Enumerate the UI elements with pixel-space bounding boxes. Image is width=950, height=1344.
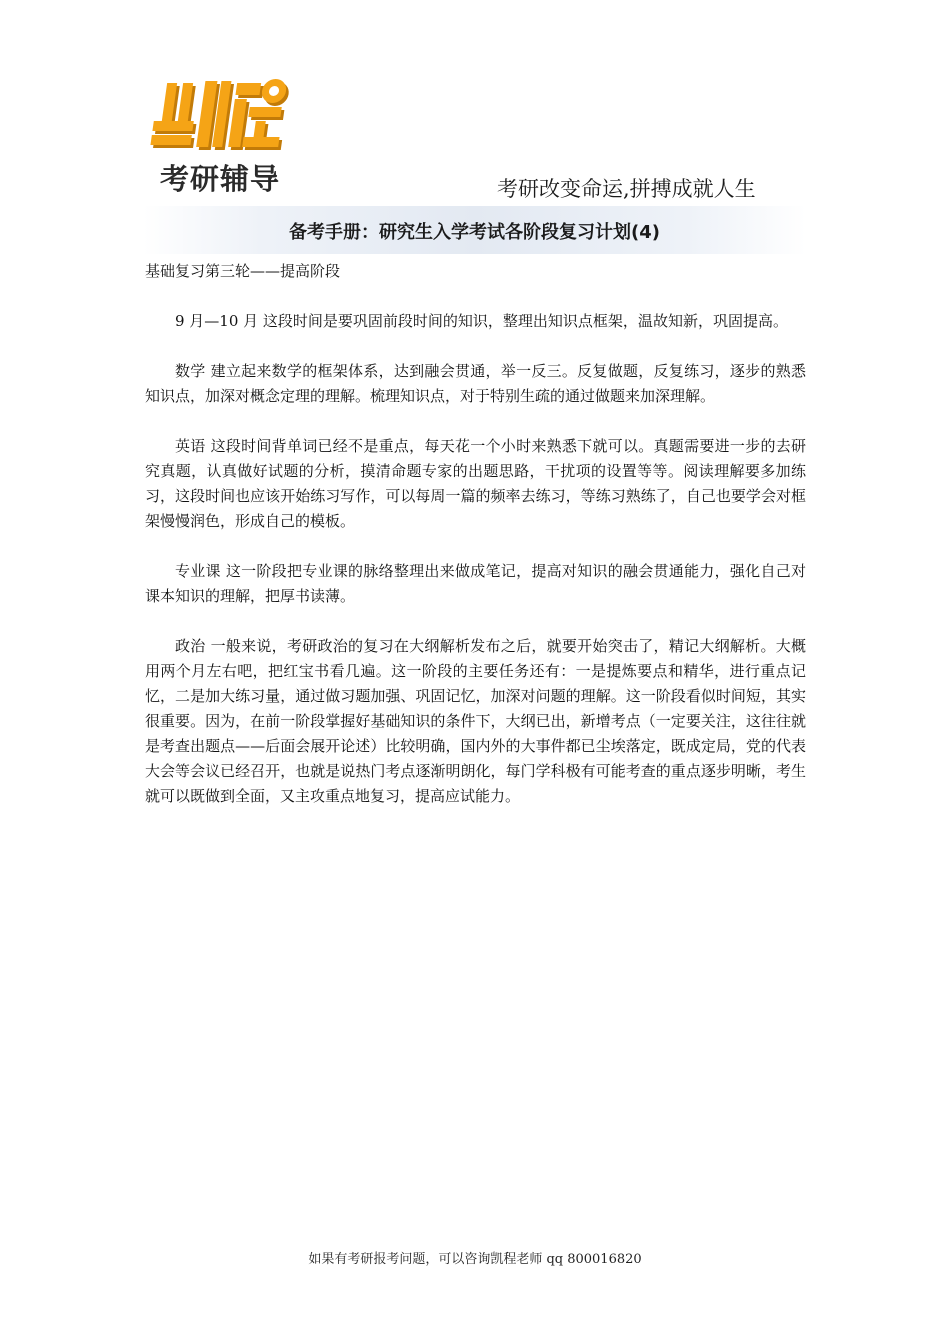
kaicheng-brand-mark (150, 75, 300, 157)
section-subtitle: 基础复习第三轮——提高阶段 (145, 262, 341, 280)
paragraph-math: 数学 建立起来数学的框架体系，达到融会贯通，举一反三。反复做题，反复练习，逐步的熟悉知识点，加深对概念定理的理解。梳理知识点，对于特别生疏的通过做题来加深理解。 (145, 362, 806, 405)
kaicheng-logo (150, 75, 305, 197)
paragraph-major-course: 专业课 这一阶段把专业课的脉络整理出来做成笔记，提高对知识的融会贯通能力，强化自己对课本知识的理解，把厚书读薄。 (145, 562, 806, 605)
slogan: 考研改变命运,拼搏成就人生 (497, 177, 756, 201)
paragraph-schedule: 9 月—10 月 这段时间是要巩固前段时间的知识，整理出知识点框架，温故知新，巩固提高。 (175, 312, 788, 330)
title-bar (143, 206, 806, 254)
document-body (145, 259, 806, 834)
paragraph-politics: 政治 一般来说，考研政治的复习在大纲解析发布之后，就要开始突击了，精记大纲解析。大概用两个月左右吧，把红宝书看几遍。这一阶段的主要任务还有：一是提炼要点和精华，进行重点记忆，二是加大练习量，通过做习题加强、巩固记忆，加深对问题的理解。这一阶段看似时间短，其实很重要。因为，在前一阶段掌握好基础知识的条件下，大纲已出，新增考点（一定要关注，这往往就是考查出题点——后面会展开论述）比较明确，国内外的大事件都已尘埃落定，既成定局，党的代表大会等会议已经召开，也就是说热门考点逐渐明朗化，每门学科极有可能考查的重点逐步明晰，考生就可以既做到全面，又主攻重点地复习，提高应试能力。 (145, 637, 806, 805)
document-title: 备考手册：研究生入学考试各阶段复习计划(4) (289, 222, 660, 243)
logo-subtitle: 考研辅导 (160, 162, 281, 196)
footer-contact: 如果有考研报考问题，可以咨询凯程老师 qq 800016820 (308, 1252, 642, 1267)
paragraph-english: 英语 这段时间背单词已经不是重点，每天花一个小时来熟悉下就可以。真题需要进一步的去研究真题，认真做好试题的分析，摸清命题专家的出题思路，干扰项的设置等等。阅读理解要多加练习，这段时间也应该开始练习写作，可以每周一篇的频率去练习，等练习熟练了，自己也要学会对框架慢慢润色，形成自己的模板。 (145, 437, 806, 530)
